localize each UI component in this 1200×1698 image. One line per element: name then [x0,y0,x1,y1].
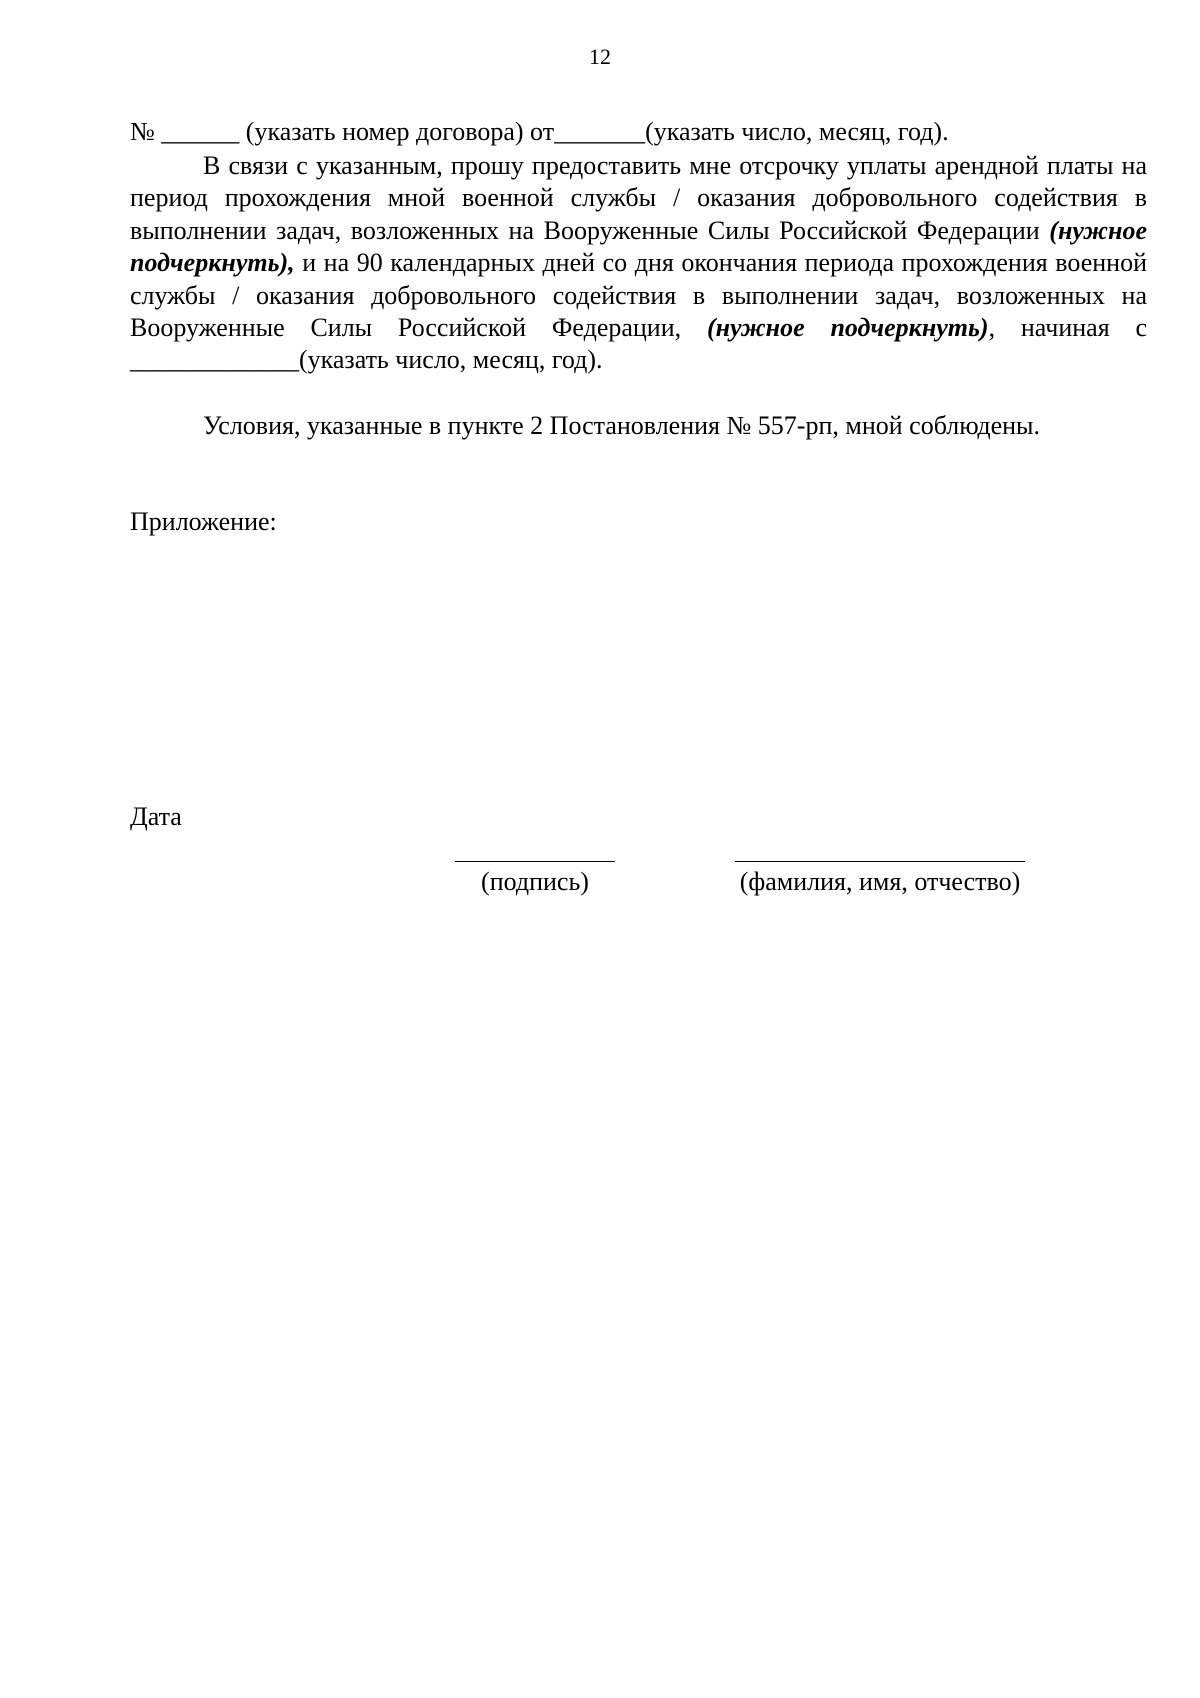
underline-note-2: (нужное подчеркнуть) [706,313,989,343]
page-number: 12 [589,44,611,69]
conditions-statement: Условия, указанные в пункте 2 Постановления № 557-рп, мной соблюдены. [203,411,1041,440]
appendix-label: Приложение: [130,507,277,536]
request-text-part-2: и на 90 календарных дней со дня окончания периода прохождения военной службы / оказания добровольного содействия в выполнении задач, возложенных на Вооруженные Силы Российской Федерации, [130,248,1147,343]
signature-caption: (подпись) [481,867,589,896]
request-paragraph [130,150,1147,377]
request-text-part-3: , начиная с _____________(указать число, месяц, год). [130,313,1147,375]
signature-line [455,861,615,862]
full-name-line [735,861,1025,862]
full-name-caption: (фамилия, имя, отчество) [739,867,1021,896]
request-text-part-1: В связи с указанным, прошу предоставить мне отсрочку уплаты арендной платы на период прохождения мной военной службы / оказания добровольного содействия в выполнении задач, возложенных на Вооруженные Силы Российской Федерации [130,151,1147,245]
date-label: Дата [130,802,182,831]
underline-note-1: (нужное подчеркнуть), [130,215,1147,278]
contract-reference-line: № ______ (указать номер договора) от_______(указать число, месяц, год). [130,117,949,146]
